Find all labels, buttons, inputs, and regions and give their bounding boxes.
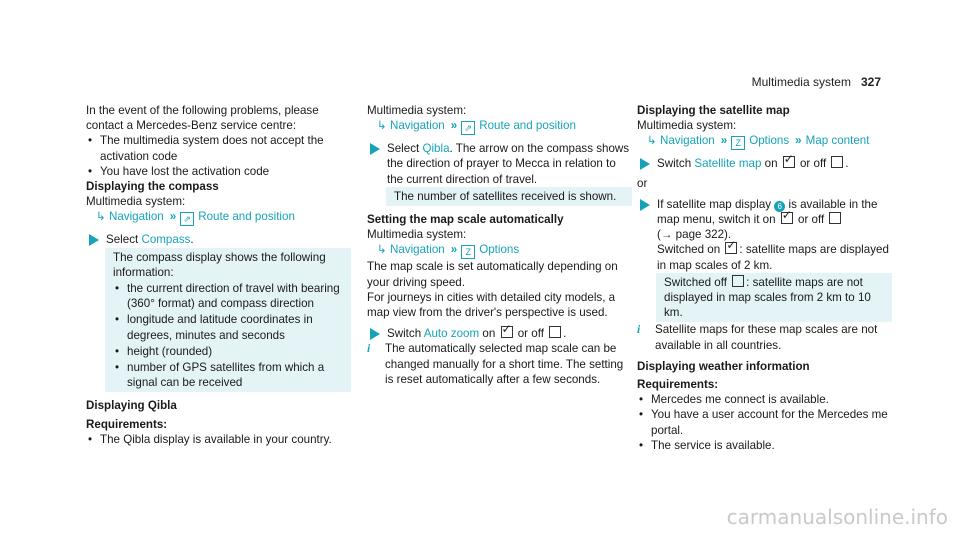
list-item: • The service is available. (637, 438, 892, 453)
path-arrow-icon: ↳ (647, 134, 657, 148)
menu-path (367, 242, 632, 259)
path-route[interactable]: Route and position (479, 119, 576, 133)
step-select-qibla (367, 141, 632, 187)
off-text: or off (796, 157, 830, 171)
path-arrow-icon: ↳ (377, 243, 387, 257)
step-auto-zoom: Switch Auto zoom on ✓ or off . (367, 326, 632, 341)
path-arrow-icon: ↳ (96, 210, 106, 224)
chevron-right-icon: » (169, 210, 177, 224)
list-item: • You have lost the activation code (86, 164, 351, 179)
path-navigation[interactable]: Navigation (659, 134, 715, 148)
compass-heading: Displaying the compass (86, 180, 219, 194)
path-options[interactable]: Options (479, 243, 520, 257)
checkbox-off-icon (829, 212, 841, 224)
watermark: carmanualsonline.info (726, 505, 948, 529)
switched-on-text: : satellite maps are displayed in map scales of 2 km. (657, 243, 889, 272)
step-satellite-map: Switch Satellite map on ✓ or off . (637, 156, 892, 171)
requirements-label: Requirements: (86, 417, 168, 431)
multimedia-label: Multimedia system: (367, 104, 467, 117)
or-text: or (637, 176, 648, 190)
path-navigation[interactable]: Navigation (389, 243, 445, 257)
path-options[interactable]: Options (749, 134, 790, 148)
section-title: Multimedia system (751, 75, 851, 89)
multimedia-label: Multimedia system: (367, 228, 467, 242)
satellite-map-link[interactable]: Satellite map (694, 157, 762, 171)
callout-number: 6 (774, 201, 785, 212)
column-2 (367, 103, 632, 387)
chevron-right-icon: » (795, 134, 802, 148)
list-item: • longitude and latitude coordinates in degrees, minutes and seconds (113, 312, 351, 342)
checkbox-off-icon (549, 326, 561, 338)
on-text: on (479, 327, 499, 341)
step-map-menu (637, 197, 892, 273)
requirements-label: Requirements: (637, 378, 719, 392)
column-3 (637, 103, 892, 453)
step-select-compass: Select Compass. (86, 232, 351, 247)
tip-text: The automatically selected map scale can be changed manually for a short time. The setting is reset automatically after a few seconds. (385, 342, 624, 386)
list-item: • The multimedia system does not accept the activation code (86, 133, 351, 163)
compass-link[interactable]: Compass (141, 233, 191, 247)
tip-note (637, 322, 892, 352)
path-arrow-icon: ↳ (377, 119, 387, 133)
checkbox-off-icon (732, 275, 744, 287)
auto-zoom-link[interactable]: Auto zoom (423, 327, 480, 341)
path-navigation[interactable]: Navigation (108, 210, 164, 224)
switched-off-box (656, 273, 892, 323)
list-item: • Mercedes me connect is available. (637, 392, 892, 407)
chevron-right-icon: » (720, 134, 728, 148)
switched-on-label: Switched on (657, 243, 724, 257)
multimedia-label: Multimedia system: (637, 119, 737, 133)
satellite-count-box (386, 187, 632, 206)
route-icon: ⇗ (180, 212, 194, 226)
page-number: 327 (860, 75, 881, 89)
tip-note (367, 341, 632, 387)
intro-text: In the event of the following problems, please contact a Mercedes-Benz service centre: (86, 104, 319, 133)
satellite-count-text: The number of satellites received is shown. (394, 189, 617, 203)
tip-text: Satellite maps for these map scales are not available in all countries. (655, 323, 878, 352)
list-item: • number of GPS satellites from which a signal can be received (113, 360, 351, 390)
list-item: • the current direction of travel with bearing (360° format) and compass direction (113, 281, 351, 311)
step2-text: If satellite map display (657, 197, 775, 211)
qibla-heading: Displaying Qibla (86, 399, 177, 413)
page-header (752, 75, 881, 89)
step-arrow-icon (86, 233, 100, 247)
route-icon: ⇗ (461, 121, 475, 135)
chevron-right-icon: » (450, 119, 458, 133)
compass-info-intro: The compass display shows the following information: (113, 250, 326, 279)
menu-path (367, 118, 632, 135)
options-icon: Z (461, 245, 475, 259)
weather-heading: Displaying weather information (637, 359, 810, 373)
off-text: or off (514, 327, 548, 341)
qibla-link[interactable]: Qibla (422, 142, 450, 156)
step-arrow-icon (637, 157, 651, 171)
switch-prefix: Switch (387, 327, 424, 341)
list-item: • height (rounded) (113, 344, 351, 359)
step-arrow-icon (367, 142, 381, 156)
on-text: on (761, 157, 781, 171)
path-route[interactable]: Route and position (198, 210, 295, 224)
menu-path (86, 209, 351, 226)
scale-heading: Setting the map scale automatically (367, 213, 564, 227)
step-arrow-icon (637, 198, 651, 212)
menu-path (637, 133, 892, 150)
path-navigation[interactable]: Navigation (389, 119, 445, 133)
switched-off-text: : satellite maps are not displayed in map scales from 2 km to 10 km. (664, 275, 871, 320)
chevron-right-icon: » (450, 243, 458, 257)
checkbox-on-icon (783, 156, 795, 168)
options-icon: Z (731, 136, 745, 150)
checkbox-off-icon (831, 156, 843, 168)
qibla-description: . The arrow on the compass shows the direction of prayer to Mecca in relation to the current direction of travel. (387, 142, 630, 186)
checkbox-on-icon (781, 212, 793, 224)
info-icon: i (367, 342, 371, 356)
multimedia-label: Multimedia system: (86, 195, 186, 209)
info-icon: i (637, 323, 641, 337)
checkbox-on-icon (725, 242, 737, 254)
select-prefix: Select (387, 142, 423, 156)
switch-prefix: Switch (657, 157, 695, 171)
path-map-content[interactable]: Map content (805, 134, 870, 148)
column-1 (86, 103, 351, 447)
auto-scale-text: The map scale is set automatically depending on your driving speed. (367, 260, 618, 289)
step-arrow-icon (367, 327, 381, 341)
satellite-heading: Displaying the satellite map (637, 104, 790, 117)
switched-off-label: Switched off (664, 275, 731, 289)
checkbox-on-icon (501, 326, 513, 338)
page-reference: (→ page 322). (657, 228, 732, 242)
step2-text: is available in the map menu, switch it on (657, 197, 878, 227)
list-item: • You have a user account for the Mercedes me portal. (637, 407, 892, 437)
list-item: • The Qibla display is available in your country. (86, 432, 351, 447)
journey-text: For journeys in cities with detailed city models, a map view from the driver's perspective is used. (367, 290, 616, 320)
compass-info-box (105, 248, 351, 393)
step2-text: or off (794, 213, 828, 227)
select-prefix: Select (106, 233, 142, 247)
